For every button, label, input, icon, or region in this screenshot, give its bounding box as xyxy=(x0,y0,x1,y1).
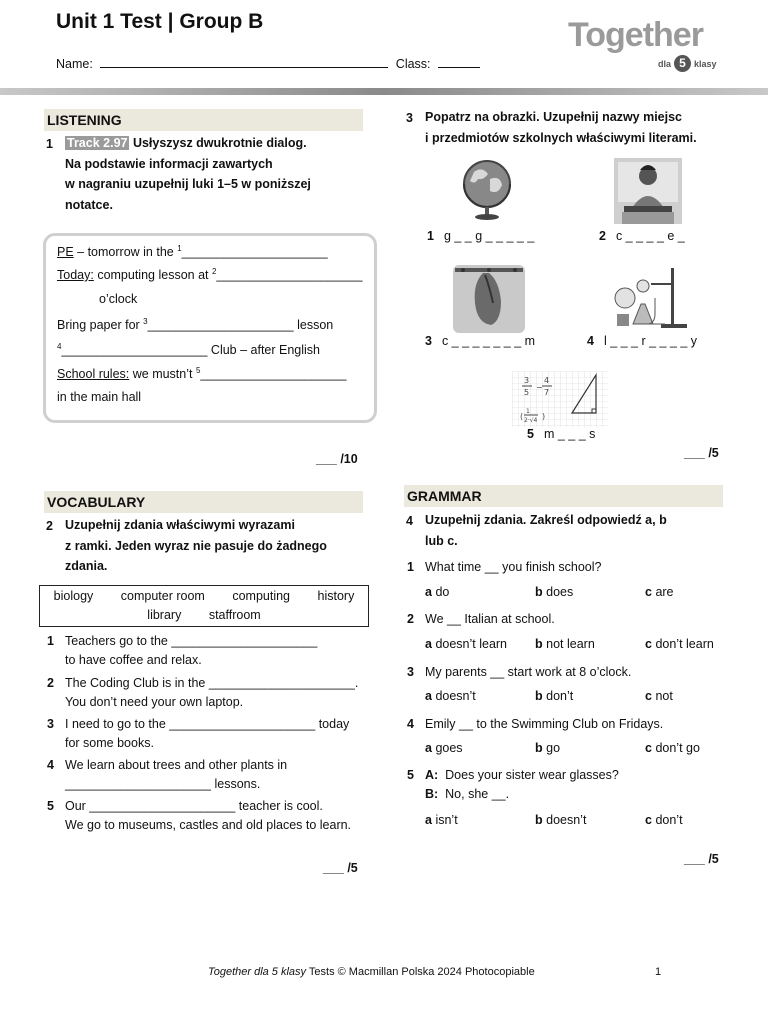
pictures-score: ___ /5 xyxy=(684,446,719,460)
word-computer-room: computer room xyxy=(120,589,205,603)
word-computing: computing xyxy=(232,589,291,603)
q3-instruction: Popatrz na obrazki. Uzupełnij nazwy miejsc i przedmiotów szkolnych właściwymi literami. xyxy=(425,110,697,145)
pic-label-5: 5 m _ _ _ s xyxy=(527,427,596,441)
option-1a[interactable]: a do xyxy=(425,585,450,599)
svg-text:4: 4 xyxy=(544,376,550,385)
svg-text:5: 5 xyxy=(524,388,530,397)
name-label: Name: xyxy=(56,57,93,71)
q3-number: 3 xyxy=(406,111,413,125)
pic-label-4: 4 l _ _ _ r _ _ _ _ y xyxy=(587,334,698,348)
grammar-question-5: 5 A: Does your sister wear glasses? B: No, she __. xyxy=(407,768,619,801)
svg-text:7: 7 xyxy=(544,388,550,397)
svg-text:): ) xyxy=(542,412,546,421)
pic-answer-4[interactable]: l _ _ _ r _ _ _ _ y xyxy=(603,334,698,348)
grammar-question-3: 3 My parents __ start work at 8 o’clock. xyxy=(407,665,632,679)
note-line-6: School rules: we mustn’t $^5$_____________________ xyxy=(57,366,347,382)
option-4c[interactable]: c don’t go xyxy=(645,741,700,755)
page-number: 1 xyxy=(655,966,662,978)
teacher-picture xyxy=(614,158,682,224)
option-1b[interactable]: b does xyxy=(535,585,574,599)
grammar-question-4: 4 Emily __ to the Swimming Club on Fridays. xyxy=(407,717,664,731)
globe-picture xyxy=(454,157,520,223)
option-2c[interactable]: c don’t learn xyxy=(645,637,714,651)
q1-instruction: Track 2.97 Usłyszysz dwukrotnie dialog. Na podstawie informacji zawartych w nagraniu uzupełnij luki 1–5 w poniższej notatce. xyxy=(65,136,311,212)
track-label: Track 2.97 xyxy=(67,136,128,150)
note-line-4: Bring paper for $^3$_____________________ lesson xyxy=(57,317,334,333)
gap-5[interactable]: _____________________ xyxy=(200,367,347,382)
pic-answer-2[interactable]: c _ _ _ _ e _ xyxy=(615,229,685,243)
note-line-7: in the main hall xyxy=(57,390,142,404)
logo-word: Together xyxy=(568,16,703,54)
pic-label-2: 2 c _ _ _ _ e _ xyxy=(599,229,685,243)
svg-text:3: 3 xyxy=(524,376,530,385)
name-class-line xyxy=(56,57,480,71)
option-3b[interactable]: b don’t xyxy=(535,689,574,703)
svg-text:(: ( xyxy=(520,412,524,421)
gap-2[interactable]: _____________________ xyxy=(216,268,363,283)
word-box xyxy=(39,585,369,627)
logo-klasy: klasy xyxy=(694,58,717,69)
pic-label-3: 3 c _ _ _ _ _ _ _ m xyxy=(425,334,536,348)
vocabulary-heading: VOCABULARY xyxy=(44,491,363,513)
option-3a[interactable]: a doesn’t xyxy=(425,689,476,703)
grammar-heading: GRAMMAR xyxy=(404,485,723,507)
vocabulary-score: ___ /5 xyxy=(323,861,358,875)
maths-picture xyxy=(512,371,608,427)
q2-instruction: Uzupełnij zdania właściwymi wyrazami z ramki. Jeden wyraz nie pasuje do żadnego zdania. xyxy=(65,518,327,573)
vocab-sentence-3: 3 I need to go to the _____________________ today for some books. xyxy=(47,717,350,750)
svg-text:1: 1 xyxy=(526,408,530,415)
option-4a[interactable]: a goes xyxy=(425,741,463,755)
option-3c[interactable]: c not xyxy=(645,689,673,703)
grammar-question-2: 2 We __ Italian at school. xyxy=(407,612,555,626)
svg-text:2·√4: 2·√4 xyxy=(524,417,538,424)
logo-dla: dla xyxy=(658,58,672,69)
pic-label-1: 1 g _ _ g _ _ _ _ _ xyxy=(427,229,535,243)
grammar-question-1: 1 What time __ you finish school? xyxy=(407,560,602,574)
option-5c[interactable]: c don’t xyxy=(645,813,683,827)
gap-1[interactable]: _____________________ xyxy=(181,245,328,260)
logo-number: 5 xyxy=(674,55,691,72)
word-history: history xyxy=(317,589,355,603)
note-line-5: $^4$_____________________ Club – after English xyxy=(57,342,321,358)
q4-number: 4 xyxy=(406,514,413,528)
option-1c[interactable]: c are xyxy=(645,585,674,599)
together-logo xyxy=(566,18,726,74)
cloakroom-picture xyxy=(453,265,525,333)
word-library: library xyxy=(147,608,182,622)
option-2b[interactable]: b not learn xyxy=(535,637,595,651)
note-line-3: o’clock xyxy=(99,292,138,306)
listening-heading: LISTENING xyxy=(44,109,363,131)
note-line-1: PE – tomorrow in the $^1$_____________________ xyxy=(57,244,328,260)
listening-score: ___ /10 xyxy=(316,452,358,466)
option-5a[interactable]: a isn’t xyxy=(425,813,458,827)
option-5b[interactable]: b doesn’t xyxy=(535,813,587,827)
header-divider xyxy=(0,88,768,95)
option-4b[interactable]: b go xyxy=(535,741,561,755)
gap-3[interactable]: _____________________ xyxy=(147,318,294,333)
pic-answer-5[interactable]: m _ _ _ s xyxy=(543,427,596,441)
grammar-score: ___ /5 xyxy=(684,852,719,866)
pic-answer-3[interactable]: c _ _ _ _ _ _ _ m xyxy=(441,334,536,348)
q4-instruction: Uzupełnij zdania. Zakreśl odpowiedź a, b lub c. xyxy=(425,513,667,548)
gap-4[interactable]: _____________________ xyxy=(61,343,208,358)
name-field[interactable] xyxy=(100,58,388,68)
laboratory-picture xyxy=(611,264,691,332)
page-title: Unit 1 Test | Group B xyxy=(56,10,264,33)
word-staffroom: staffroom xyxy=(208,608,261,622)
footer-copyright: Together dla 5 klasy Tests © Macmillan Polska 2024 Photocopiable xyxy=(208,966,535,978)
logo-subtitle xyxy=(658,55,717,72)
vocab-sentence-5: 5 Our _____________________ teacher is cool. We go to museums, castles and old places to learn. xyxy=(47,799,352,832)
class-label: Class: xyxy=(395,57,431,71)
pic-answer-1[interactable]: g _ _ g _ _ _ _ _ xyxy=(443,229,535,243)
class-field[interactable] xyxy=(438,58,480,68)
vocab-sentence-1: 1 Teachers go to the _____________________ to have coffee and relax. xyxy=(47,634,318,667)
q2-number: 2 xyxy=(46,519,53,533)
vocab-sentence-2: 2 The Coding Club is in the _____________________. You don’t need your own laptop. xyxy=(47,676,359,709)
q1-number: 1 xyxy=(46,137,53,151)
note-line-2: Today: computing lesson at $^2$_____________________ xyxy=(57,267,363,283)
word-biology: biology xyxy=(53,589,94,603)
svg-text:−: − xyxy=(536,383,543,392)
option-2a[interactable]: a doesn’t learn xyxy=(425,637,508,651)
vocab-sentence-4: 4 We learn about trees and other plants in _____________________ lessons. xyxy=(47,758,288,791)
